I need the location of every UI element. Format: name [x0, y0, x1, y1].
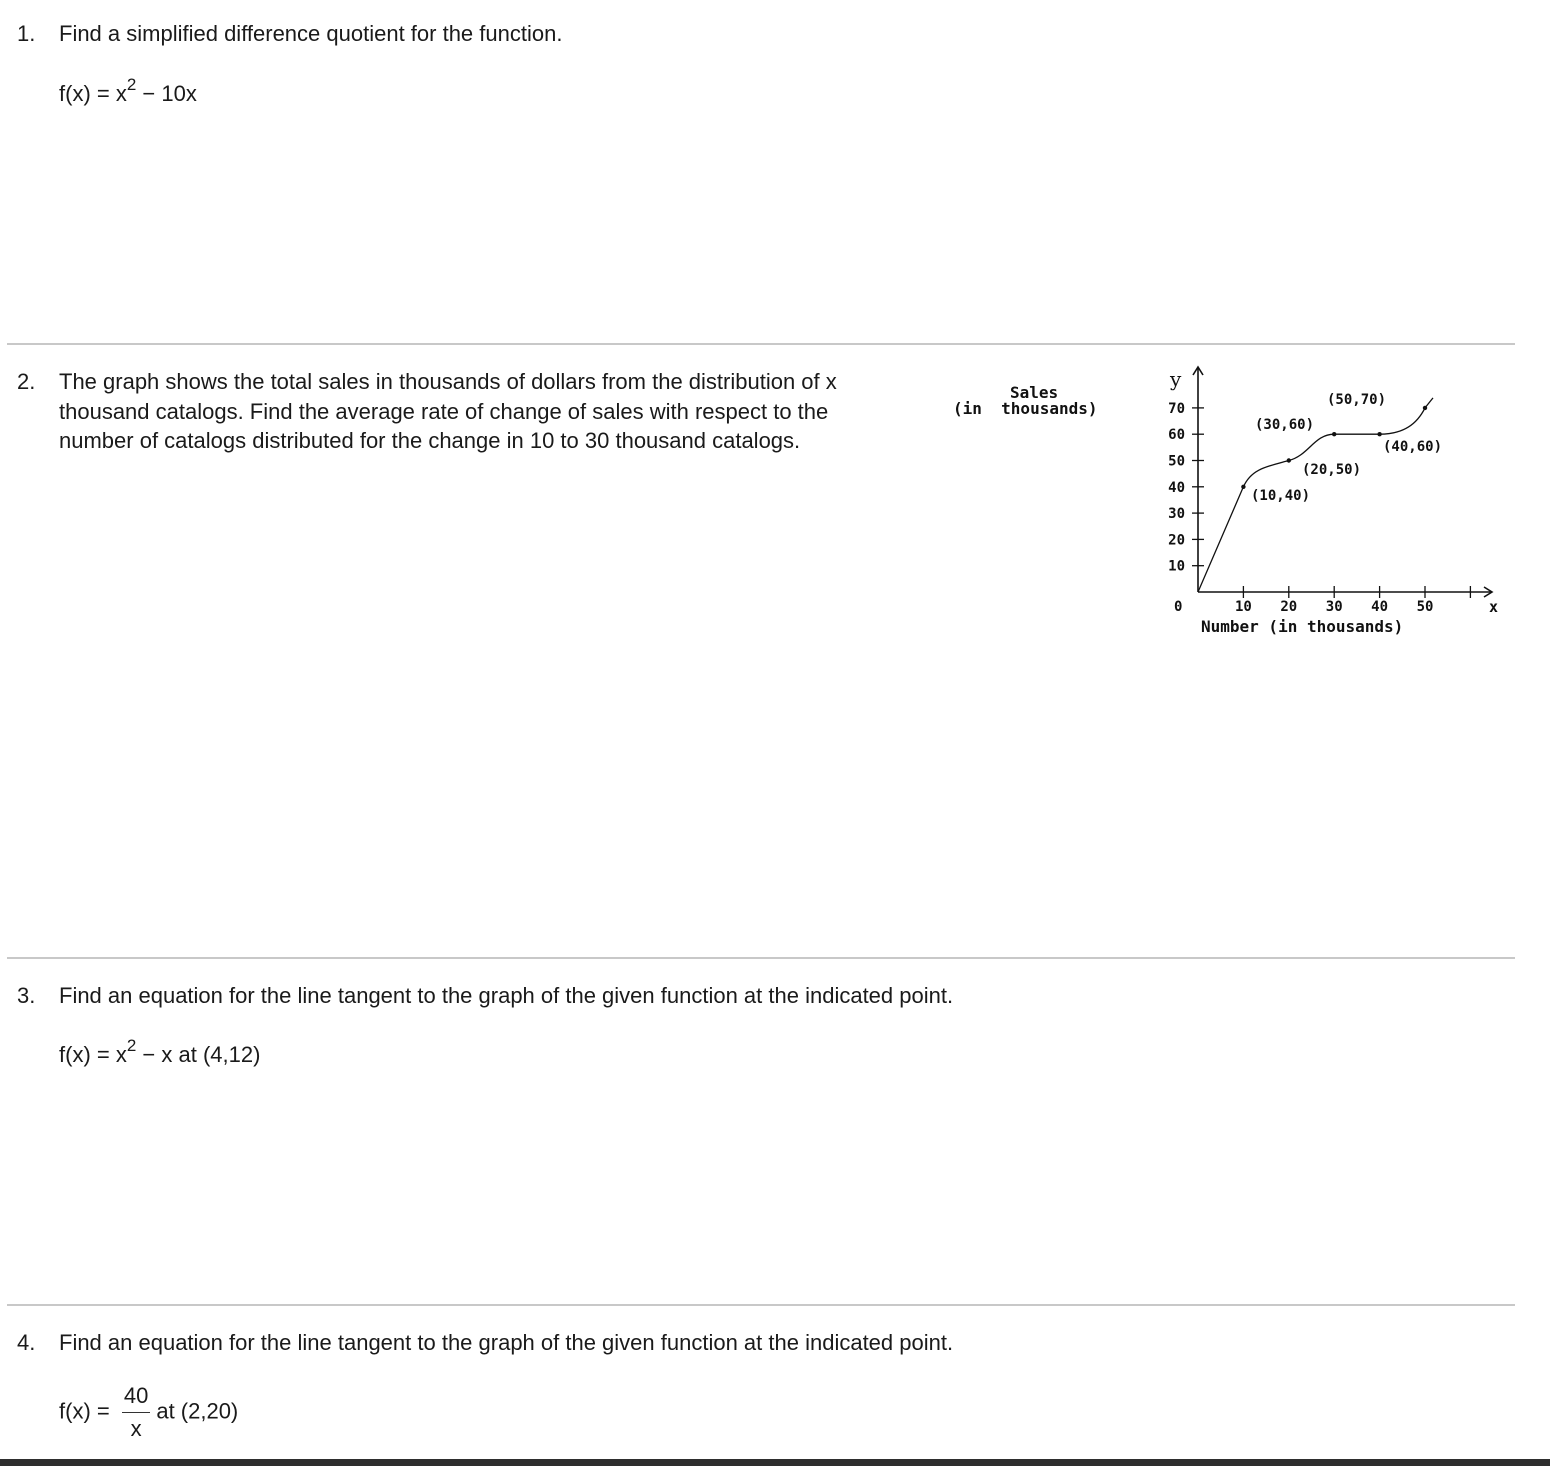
bottom-bar — [0, 1459, 1550, 1466]
function-formula — [59, 1383, 238, 1442]
question-number: 3. — [17, 983, 36, 1008]
function-formula — [59, 1036, 261, 1068]
point-label: (40,60) — [1383, 439, 1443, 455]
question-text: Find an equation for the line tangent to the graph of the given function at the indicated point. — [59, 983, 954, 1008]
formula-rhs: − 10x — [136, 81, 197, 106]
question-number: 2. — [17, 369, 36, 394]
fraction-numerator: 40 — [122, 1383, 150, 1413]
sales-curve — [1198, 398, 1433, 592]
question-text — [59, 367, 837, 456]
formula-rhs: − x at (4,12) — [136, 1042, 261, 1067]
question-text: Find a simplified difference quotient for the function. — [59, 21, 563, 46]
y-tick-label: 40 — [1168, 479, 1185, 496]
formula-lhs: f(x) = x — [59, 81, 127, 106]
x-tick-label: 10 — [1234, 599, 1252, 615]
question-text-line: The graph shows the total sales in thousands of dollars from the distribution of x — [59, 369, 837, 394]
formula-rhs: at (2,20) — [156, 1398, 239, 1424]
x-tick-label: 30 — [1325, 599, 1343, 615]
formula-lhs: f(x) = — [59, 1398, 116, 1424]
data-point — [1377, 432, 1381, 436]
y-tick-label: 20 — [1168, 532, 1185, 549]
question-text-line: number of catalogs distributed for the change in 10 to 30 thousand catalogs. — [59, 428, 801, 453]
y-tick-label: 70 — [1168, 400, 1185, 417]
formula-exponent: 2 — [126, 1036, 137, 1055]
data-point — [1423, 406, 1427, 410]
point-label: (50,70) — [1327, 392, 1387, 408]
x-tick-label: 50 — [1416, 599, 1434, 615]
formula-lhs: f(x) = x — [59, 1042, 127, 1067]
x-tick-label: 40 — [1371, 599, 1389, 615]
y-axis-title: (in thousands) — [953, 399, 1098, 418]
data-point — [1241, 485, 1245, 489]
y-tick-label: 10 — [1168, 558, 1185, 575]
y-tick-label: 30 — [1168, 506, 1185, 523]
question-text-line: thousand catalogs. Find the average rate of change of sales with respect to the — [59, 398, 829, 424]
y-tick-label: 50 — [1168, 453, 1185, 470]
data-point — [1287, 458, 1291, 462]
question-divider — [7, 343, 1515, 345]
question-divider — [7, 957, 1515, 959]
sales-graph — [945, 362, 1515, 647]
fraction — [122, 1383, 150, 1442]
y-tick-label: 60 — [1168, 427, 1185, 444]
y-axis-letter: y — [1170, 367, 1182, 391]
y-axis-title: Sales — [1010, 383, 1059, 402]
fraction-denominator: x — [130, 1416, 142, 1441]
formula-exponent: 2 — [126, 75, 137, 94]
x-axis-title: Number (in thousands) — [1201, 617, 1404, 636]
question-divider — [7, 1304, 1515, 1306]
data-point — [1332, 432, 1336, 436]
question-number: 1. — [17, 21, 36, 46]
origin-label: 0 — [1174, 599, 1183, 615]
x-tick-label: 20 — [1280, 599, 1298, 615]
point-label: (20,50) — [1302, 462, 1362, 478]
point-label: (30,60) — [1255, 417, 1315, 433]
question-number: 4. — [17, 1330, 36, 1355]
point-label: (10,40) — [1251, 488, 1311, 504]
function-formula — [59, 75, 197, 107]
x-ticks — [1235, 586, 1470, 615]
question-text: Find an equation for the line tangent to the graph of the given function at the indicated point. — [59, 1330, 954, 1355]
x-axis-letter: x — [1489, 598, 1499, 616]
